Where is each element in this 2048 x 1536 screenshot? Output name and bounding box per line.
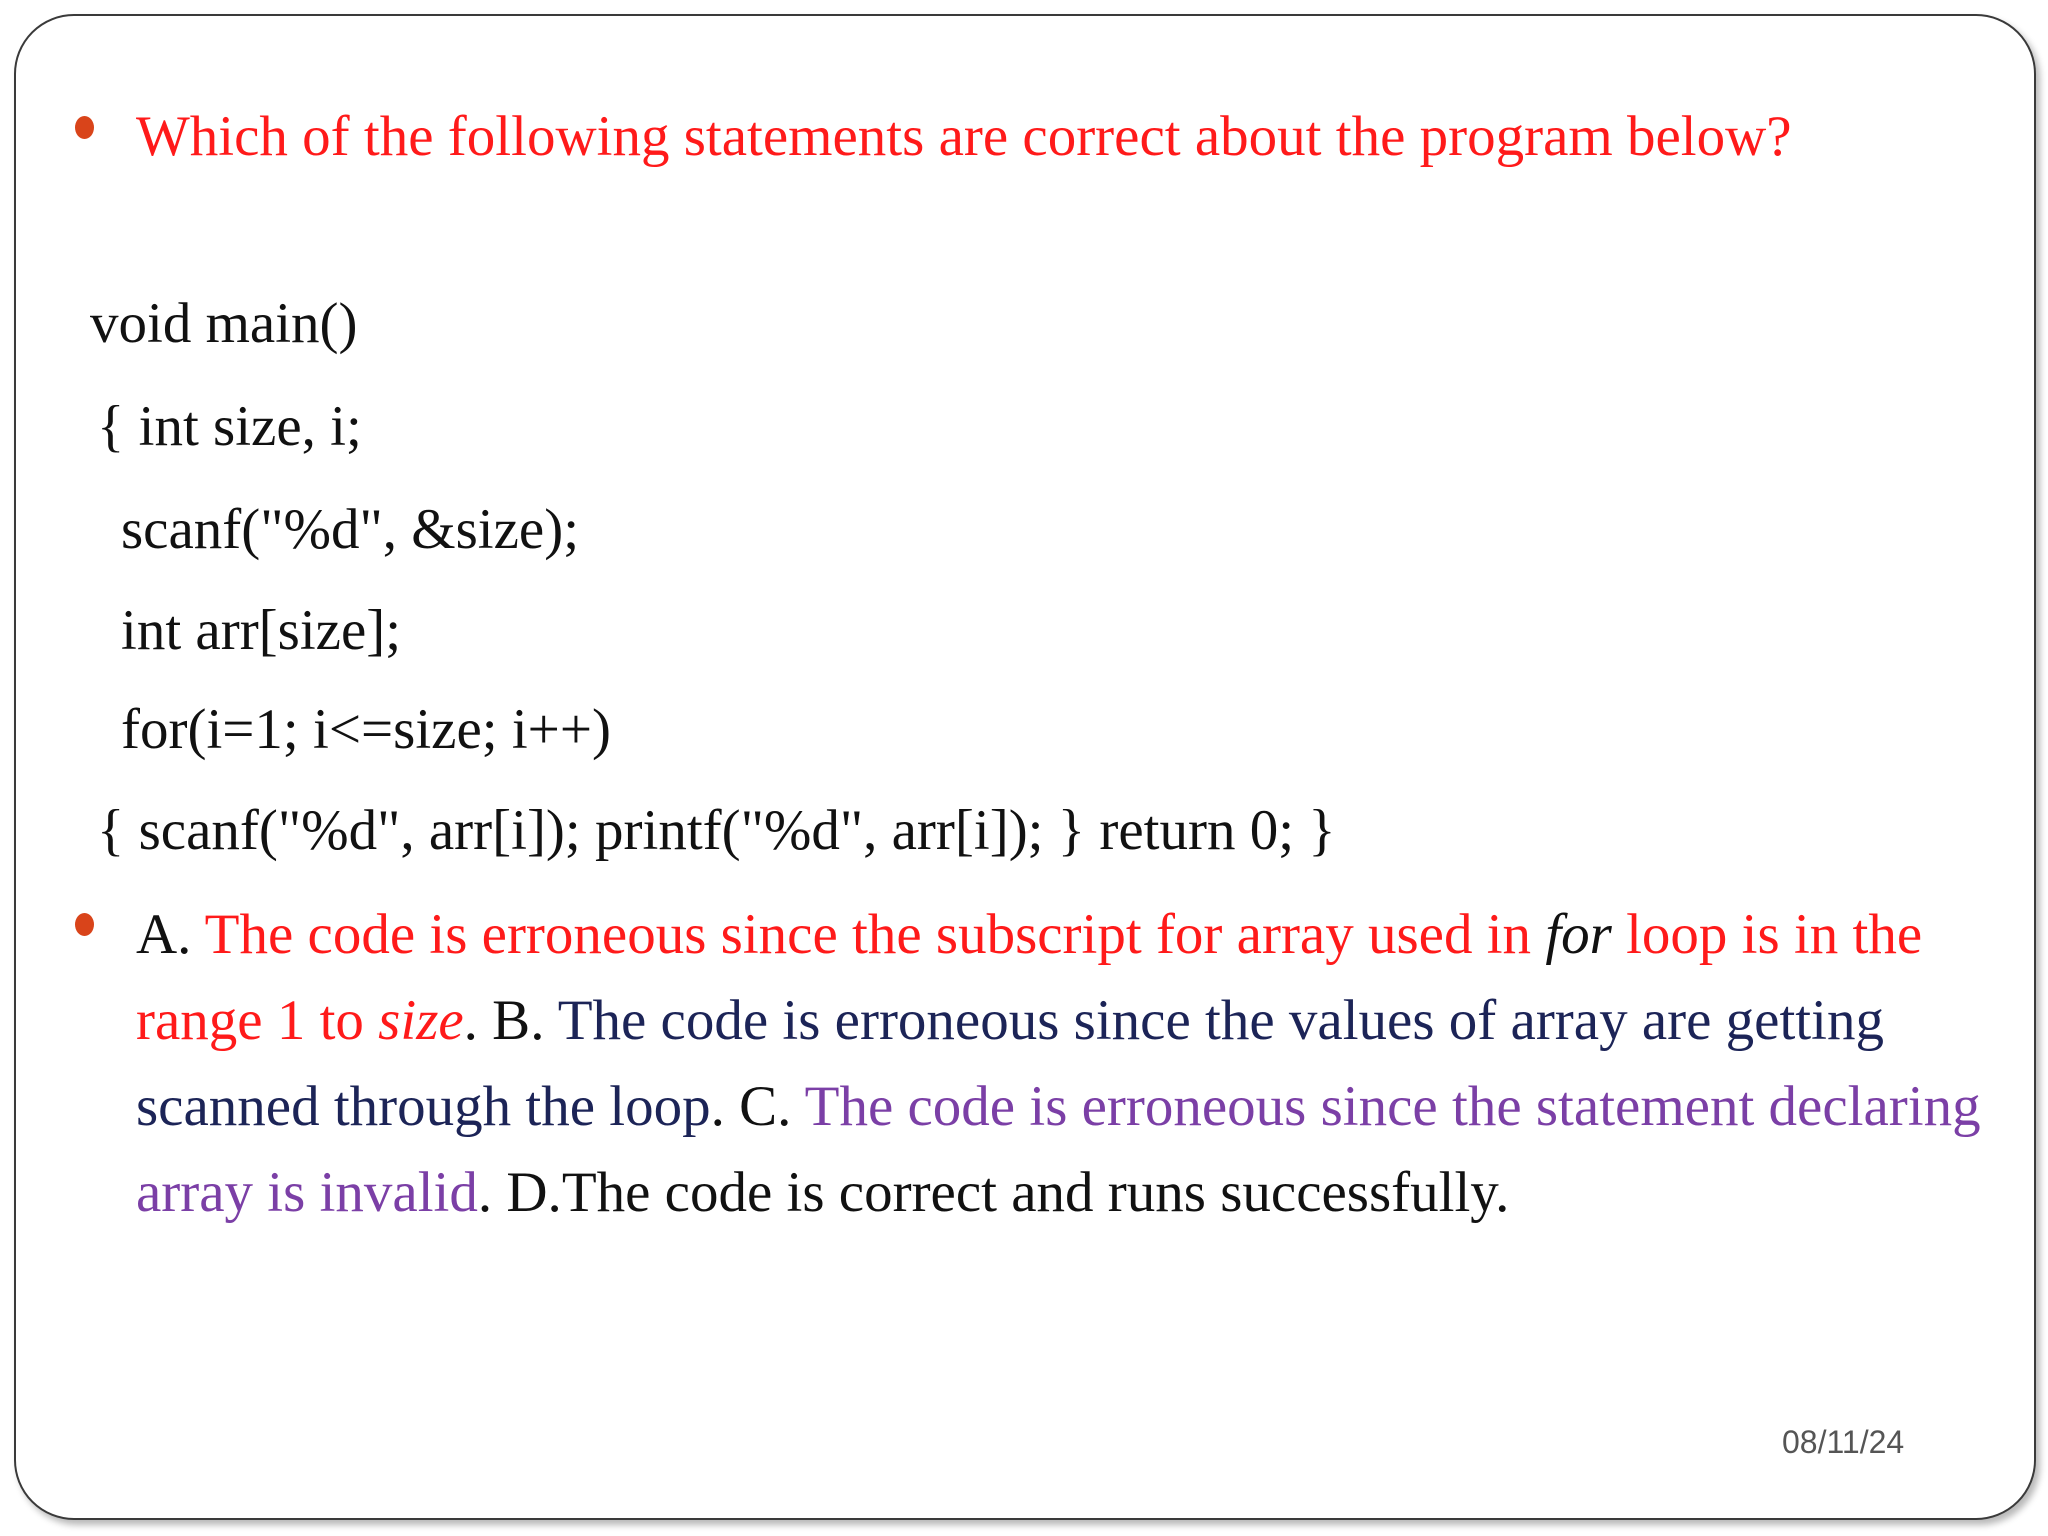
code-line: int arr[size]; bbox=[121, 599, 402, 662]
option-c-label: C. bbox=[739, 1075, 792, 1138]
code-line: { int size, i; bbox=[97, 395, 362, 458]
slide-frame bbox=[14, 14, 2036, 1520]
code-line: void main() bbox=[90, 292, 358, 355]
options-paragraph bbox=[136, 892, 2016, 1236]
option-a-period: . bbox=[463, 989, 478, 1052]
option-a-text-2: loop is in the range 1 to bbox=[136, 903, 1923, 1052]
slide-date: 08/11/24 bbox=[1782, 1424, 1905, 1460]
bullet-icon bbox=[75, 913, 94, 936]
question-label: Which of the following statements are correct about the program below? bbox=[136, 105, 1792, 168]
option-d-text: The code is correct and runs successfully. bbox=[561, 1161, 1510, 1224]
option-b-label: B. bbox=[492, 989, 545, 1052]
question-text bbox=[136, 94, 2016, 180]
option-b-text: The code is erroneous since the values of array are getting scanned through the loop bbox=[136, 989, 1884, 1138]
option-a-label: A. bbox=[136, 903, 192, 966]
code-line: for(i=1; i<=size; i++) bbox=[121, 698, 611, 761]
code-line: scanf("%d", &size); bbox=[121, 498, 580, 561]
option-a-for-italic: for bbox=[1545, 903, 1612, 966]
option-a-text: The code is erroneous since the subscript for array used in bbox=[204, 903, 1532, 966]
option-b-period: . bbox=[710, 1075, 725, 1138]
code-line: { scanf("%d", arr[i]); printf("%d", arr[i]); } return 0; } bbox=[97, 799, 1336, 862]
bullet-icon bbox=[75, 116, 94, 139]
option-a-size-italic: size bbox=[378, 989, 464, 1052]
option-c-period: . bbox=[477, 1161, 493, 1224]
option-c-text: The code is erroneous since the statement declaring array is invalid bbox=[136, 1075, 1981, 1224]
option-d-label: D. bbox=[506, 1161, 562, 1224]
